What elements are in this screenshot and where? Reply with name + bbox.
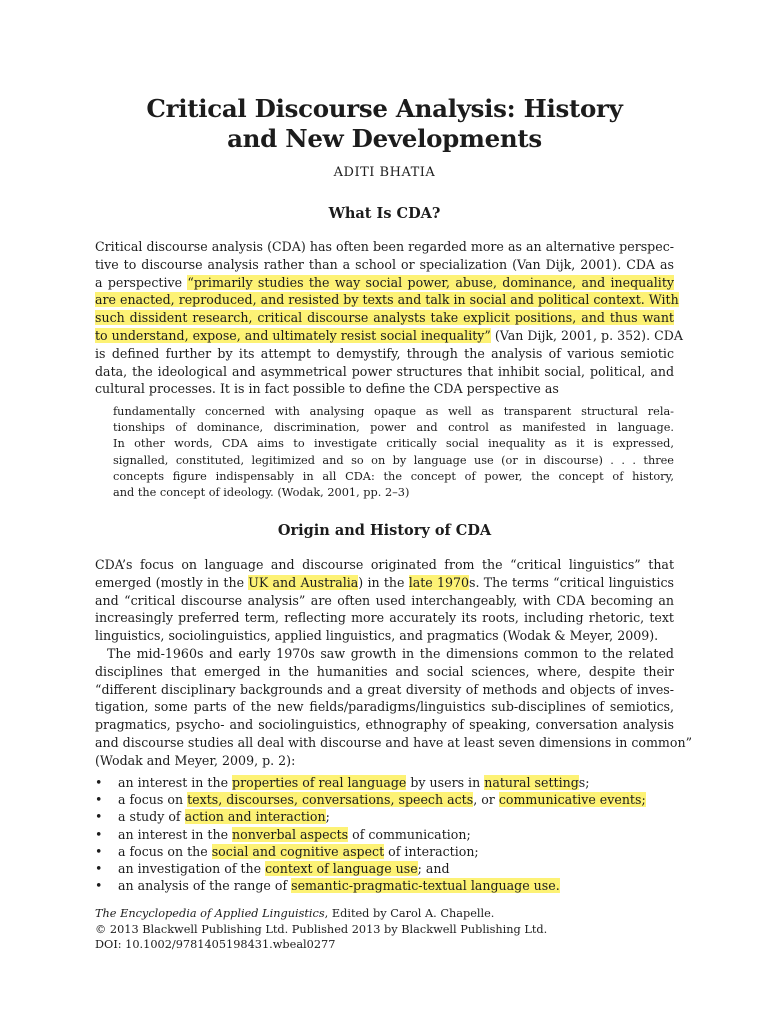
editor-text: , Edited by Carol A. Chapelle. — [324, 907, 495, 920]
text-run: ; and — [417, 861, 450, 877]
bullet-icon: • — [95, 792, 103, 808]
text-run: ) in the — [358, 574, 409, 590]
text-line: The mid-1960s and early 1970s saw growth in the dimensions common to the related — [107, 646, 674, 661]
list-item — [95, 808, 674, 825]
text-line — [95, 291, 679, 309]
text-run: , or — [473, 792, 499, 808]
text-line: CDA’s focus on language and discourse originated from the “critical linguistics” that — [95, 557, 674, 572]
text-line — [95, 274, 674, 292]
highlighted-text: are enacted, reproduced, and resisted by texts and talk in social and political context. With — [95, 292, 679, 308]
author-name: ADITI BHATIA — [333, 165, 436, 180]
doi-line: DOI: 10.1002/9781405198431.wbeal0277 — [95, 938, 336, 951]
citation-line — [95, 906, 674, 922]
text-run: (Van Dijk, 2001, p. 352). CDA — [490, 327, 683, 343]
text-run: of communication; — [348, 826, 471, 842]
bullet-icon: • — [95, 843, 103, 859]
text-run: a perspective — [95, 274, 188, 290]
paragraph-origin — [95, 556, 674, 645]
highlighted-text: such dissident research, critical discourse analysts take explicit positions, and thus want — [95, 310, 674, 326]
text-line: Critical discourse analysis (CDA) has often been regarded more as an alternative perspec- — [95, 239, 674, 254]
list-item — [95, 791, 674, 808]
highlighted-text: natural setting — [484, 775, 579, 790]
highlighted-text: late 1970 — [408, 574, 470, 590]
bullet-icon: • — [95, 878, 103, 894]
highlighted-text: action and interaction — [184, 809, 326, 825]
text-line: data, the ideological and asymmetrical power structures that inhibit social, political, and — [95, 363, 674, 379]
paragraph-growth — [95, 645, 693, 770]
text-run: an analysis of the range of — [118, 878, 292, 894]
text-line: and “critical discourse analysis” are often used interchangeably, with CDA becoming an — [95, 592, 674, 608]
block-quote — [113, 404, 674, 501]
text-line: pragmatics, psycho- and sociolinguistics, ethnography of speaking, conversation analysis — [95, 717, 674, 733]
list-item — [95, 843, 674, 860]
bullet-icon: • — [95, 826, 103, 842]
list-item — [95, 860, 674, 877]
text-line: disciplines that emerged in the humanities and social sciences, where, despite their — [95, 663, 674, 679]
text-run: emerged (mostly in the — [95, 574, 249, 590]
copyright-line: © 2013 Blackwell Publishing Ltd. Published 2013 by Blackwell Publishing Ltd. — [95, 922, 548, 936]
text-line: and discourse studies all deal with discourse and have at least seven dimensions in common” — [95, 734, 693, 750]
highlighted-text: communicative events; — [498, 792, 646, 808]
quote-line: concepts figure indispensably in all CDA: the concept of power, the concept of history, — [113, 469, 674, 483]
quote-line: In other words, CDA aims to investigate critically social inequality as it is expressed, — [113, 437, 674, 451]
text-line — [95, 574, 674, 592]
section-heading-origin: Origin and History of CDA — [277, 522, 492, 539]
text-line: tive to discourse analysis rather than a school or specialization (Van Dijk, 2001). CDA as — [95, 256, 674, 272]
highlighted-text: semantic-pragmatic-textual language use. — [291, 878, 560, 894]
list-item — [95, 877, 674, 894]
highlighted-text: texts, discourses, conversations, speech acts — [187, 792, 474, 808]
text-run: an investigation of the — [118, 861, 266, 877]
journal-title: The Encyclopedia of Applied Linguistics — [95, 907, 325, 920]
highlighted-text: properties of real language — [232, 775, 407, 790]
highlighted-text: context of language use — [265, 861, 418, 877]
text-line: “different disciplinary backgrounds and a great diversity of methods and objects of inves- — [95, 681, 674, 697]
text-run: an interest in the — [118, 775, 233, 790]
list-item — [95, 774, 674, 791]
text-line: cultural processes. It is in fact possible to define the CDA perspective as — [95, 381, 559, 397]
quote-line: signalled, constituted, legitimized and so on by language use (or in discourse) . . . three — [113, 453, 674, 467]
bullet-icon: • — [95, 861, 103, 877]
quote-line: fundamentally concerned with analysing opaque as well as transparent structural rela- — [113, 405, 674, 418]
paragraph-intro — [95, 238, 683, 398]
publication-footer — [95, 906, 674, 953]
text-run: by users in — [406, 775, 485, 790]
text-line — [95, 327, 683, 345]
text-line: (Wodak and Meyer, 2009, p. 2): — [95, 752, 296, 768]
text-run: s; — [578, 775, 590, 790]
bullet-icon: • — [95, 775, 103, 790]
highlighted-text: social and cognitive aspect — [211, 843, 385, 859]
dimensions-list — [95, 774, 674, 894]
highlighted-text: to understand, expose, and ultimately resist social inequality” — [95, 327, 491, 343]
text-run: a focus on the — [118, 843, 212, 859]
text-run: ; — [325, 809, 330, 825]
section-heading-what-is-cda: What Is CDA? — [328, 205, 441, 222]
quote-line: tionships of dominance, discrimination, power and control as manifested in language. — [113, 421, 674, 435]
highlighted-text: nonverbal aspects — [232, 826, 349, 842]
text-line — [95, 309, 674, 327]
highlighted-text: UK and Australia — [248, 574, 359, 590]
bullet-icon: • — [95, 809, 103, 825]
text-run: s. The terms “critical linguistics — [469, 574, 675, 590]
quote-line: and the concept of ideology. (Wodak, 2001, pp. 2–3) — [113, 486, 410, 500]
text-run: a focus on — [118, 792, 188, 808]
text-run: of interaction; — [384, 843, 479, 859]
article-title — [95, 94, 674, 154]
text-line: tigation, some parts of the new fields/paradigms/linguistics sub-disciplines of semiotics, — [95, 699, 674, 715]
title-line-2: and New Developments — [227, 124, 542, 153]
title-line-1: Critical Discourse Analysis: History — [146, 94, 623, 123]
highlighted-text: “primarily studies the way social power, abuse, dominance, and inequality — [187, 274, 674, 290]
text-run: an interest in the — [118, 826, 233, 842]
text-line: is defined further by its attempt to demystify, through the analysis of various semiotic — [95, 345, 674, 361]
text-line: increasingly preferred term, reflecting more accurately its roots, including rhetoric, text — [95, 610, 674, 626]
list-item — [95, 826, 674, 843]
text-run: a study of — [118, 809, 185, 825]
text-line: linguistics, sociolinguistics, applied linguistics, and pragmatics (Wodak & Meyer, 2009). — [95, 628, 659, 644]
